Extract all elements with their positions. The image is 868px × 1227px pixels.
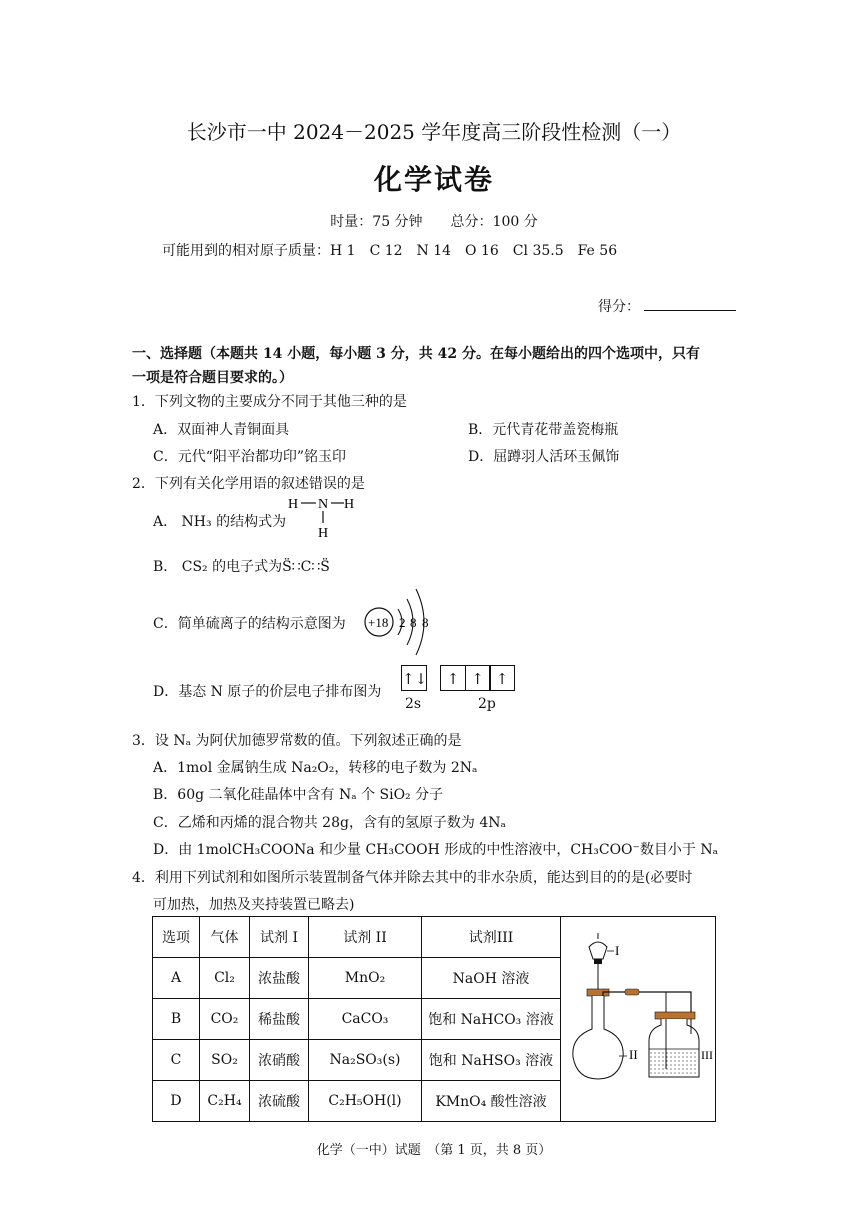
table-cell: NaOH 溶液: [422, 958, 561, 999]
atomic-masses: 可能用到的相对原子质量：H 1 C 12 N 14 O 16 Cl 35.5 Fe 56: [162, 243, 618, 259]
q3-option-a: A．1mol 金属钠生成 Na₂O₂，转移的电子数为 2Nₐ: [153, 760, 478, 776]
table-cell: B: [153, 999, 200, 1040]
table-cell: CaCO₃: [309, 999, 422, 1040]
table-cell: 饱和 NaHSO₃ 溶液: [422, 1040, 561, 1081]
q1-option-a: A．双面神人青铜面具: [153, 422, 290, 438]
orbital-2s-box: ↑↓: [401, 665, 427, 691]
section1-heading-line1: 一、选择题（本题共 14 小题，每小题 3 分，共 42 分。在每小题给出的四个选项中，只有: [132, 346, 700, 362]
table-cell: C: [153, 1040, 200, 1081]
table-cell: SO₂: [200, 1040, 250, 1081]
table-cell: A: [153, 958, 200, 999]
q1-option-d: D．屈蹲羽人活环玉佩饰: [468, 449, 620, 465]
q1-option-c: C．元代“阳平治都功印”铭玉印: [153, 449, 347, 465]
svg-text:H: H: [344, 497, 355, 512]
table-cell: D: [153, 1081, 200, 1122]
svg-text:H: H: [288, 497, 299, 512]
orbital-2p: [440, 665, 515, 691]
time-info: 时量：75 分钟 总分：100 分: [330, 214, 538, 230]
orbital-2s-label: 2s: [405, 696, 422, 712]
q1-stem: 1．下列文物的主要成分不同于其他三种的是: [132, 394, 407, 410]
q2-option-a: A． NH₃ 的结构式为: [153, 514, 287, 530]
exam-title: 长沙市一中 2024－2025 学年度高三阶段性检测（一）: [186, 120, 682, 144]
subject-title: 化学试卷: [373, 163, 494, 196]
nucleus-charge: +18: [368, 615, 389, 630]
score-blank[interactable]: [644, 298, 736, 311]
score-field: [598, 296, 736, 316]
svg-text:H: H: [318, 526, 329, 541]
table-header: 试剂 I: [250, 917, 309, 958]
orbital-2p-box-1: ↑: [440, 665, 466, 691]
orbital-2p-box-2: ↑: [465, 665, 491, 691]
q2-option-d: D．基态 N 原子的价层电子排布图为: [153, 684, 382, 700]
q4-stem-line1: 4．利用下列试剂和如图所示装置制备气体并除去其中的非水杂质，能达到目的的是(必要时: [132, 870, 693, 886]
orbital-2s: [401, 665, 427, 691]
q3-option-b: B．60g 二氧化硅晶体中含有 Nₐ 个 SiO₂ 分子: [153, 787, 444, 803]
label-I: I: [615, 943, 620, 958]
q2-option-b: [153, 556, 330, 576]
label-II: II: [629, 1047, 638, 1062]
table-header: 气体: [200, 917, 250, 958]
table-header-row: [153, 917, 716, 958]
q3-stem: 3．设 Nₐ 为阿伏加德罗常数的值。下列叙述正确的是: [132, 733, 462, 749]
cs2-electron-formula: S̈∷C∷S̈: [282, 559, 330, 575]
table-cell: 浓硫酸: [250, 1081, 309, 1122]
q4-stem-line2: 可加热，加热及夹持装置已略去): [153, 897, 355, 913]
table-cell: Na₂SO₃(s): [309, 1040, 422, 1081]
page-footer: 化学（一中）试题 （第 1 页，共 8 页）: [316, 1143, 552, 1158]
q2-stem: 2．下列有关化学用语的叙述错误的是: [132, 476, 365, 492]
table-cell: 浓硝酸: [250, 1040, 309, 1081]
table-cell: KMnO₄ 酸性溶液: [422, 1081, 561, 1122]
shell-2-electrons: 8: [410, 615, 417, 630]
table-cell: Cl₂: [200, 958, 250, 999]
nh3-structural-formula: [286, 492, 356, 542]
shell-3-electrons: 8: [422, 615, 429, 630]
table-cell: 饱和 NaHCO₃ 溶液: [422, 999, 561, 1040]
table-cell: 稀盐酸: [250, 999, 309, 1040]
table-cell: CO₂: [200, 999, 250, 1040]
q2-option-b-label: B． CS₂ 的电子式为: [153, 559, 283, 575]
q3-option-d: D．由 1molCH₃COONa 和少量 CH₃COOH 形成的中性溶液中，CH₃COO⁻数目小于 Nₐ: [153, 842, 719, 858]
table-header: 选项: [153, 917, 200, 958]
table-cell: C₂H₅OH(l): [309, 1081, 422, 1122]
table-cell: MnO₂: [309, 958, 422, 999]
orbital-2p-box-3: ↑: [489, 665, 515, 691]
shell-1-electrons: 2: [399, 615, 406, 630]
section1-heading-line2: 一项是符合题目要求的。）: [132, 370, 293, 386]
q1-option-b: B．元代青花带盖瓷梅瓶: [468, 422, 619, 438]
sulfide-ion-diagram: [362, 585, 442, 659]
table-header: 试剂 II: [309, 917, 422, 958]
table-cell: 浓盐酸: [250, 958, 309, 999]
table-cell: C₂H₄: [200, 1081, 250, 1122]
reagent-table: [152, 916, 716, 1122]
apparatus-cell: [561, 917, 716, 1122]
label-III: III: [701, 1048, 713, 1062]
svg-text:N: N: [318, 497, 329, 512]
gas-apparatus-diagram: [561, 919, 715, 1119]
q3-option-c: C．乙烯和丙烯的混合物共 28g，含有的氢原子数为 4Nₐ: [153, 815, 506, 831]
table-header: 试剂III: [422, 917, 561, 958]
orbital-2p-label: 2p: [478, 696, 496, 712]
q2-option-c: C．简单硫离子的结构示意图为: [153, 616, 346, 632]
score-label: 得分：: [598, 299, 640, 315]
